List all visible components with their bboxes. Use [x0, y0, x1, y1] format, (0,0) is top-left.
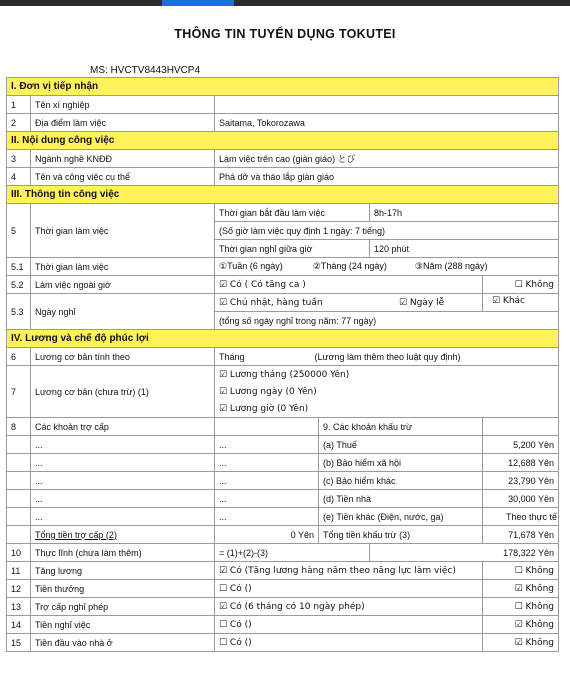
row-number: 10: [7, 544, 31, 562]
allowance-amount: ...: [215, 454, 319, 472]
table-row: [7, 562, 559, 580]
empty-cell: [215, 418, 319, 436]
deduction-name: (a) Thuế: [319, 436, 483, 454]
allowance-amount: ...: [215, 490, 319, 508]
workplace-value: Saitama, Tokorozawa: [215, 114, 559, 132]
row-label: Tăng lương: [31, 562, 215, 580]
section-row: [7, 186, 559, 204]
empty-cell: [483, 418, 559, 436]
row-number: 14: [7, 616, 31, 634]
row-number: 1: [7, 96, 31, 114]
month-option: ②Tháng (24 ngày): [312, 261, 387, 271]
table-row: [7, 294, 559, 312]
start-time-value: 8h-17h: [370, 204, 559, 222]
document-code: MS: HVCTV8443HVCP4: [90, 65, 201, 76]
severance-no-checkbox: ☑ Không: [483, 616, 559, 634]
empty-cell: [7, 436, 31, 454]
row-number: 15: [7, 634, 31, 652]
table-row: [7, 114, 559, 132]
table-row: [7, 96, 559, 114]
break-time-label: Thời gian nghỉ giữa giờ: [215, 240, 370, 258]
total-days-off: (tổng số ngày nghỉ trong năm: 77 ngày): [215, 312, 559, 330]
row-label: Địa điểm làm việc: [31, 114, 215, 132]
document-title: THÔNG TIN TUYỂN DỤNG TOKUTEI: [174, 27, 396, 41]
table-row: [7, 580, 559, 598]
housing-no-checkbox: ☑ Không: [483, 634, 559, 652]
raise-no-checkbox: ☐ Không: [483, 562, 559, 580]
daily-salary-checkbox: ☑ Lương ngày (0 Yên): [215, 383, 559, 400]
holiday-other-checkbox: ☑ Khác: [492, 296, 525, 306]
deduction-name: (d) Tiền nhà: [319, 490, 483, 508]
allowance-amount: ...: [215, 508, 319, 526]
row-label: Thực lĩnh (chưa làm thêm): [31, 544, 215, 562]
row-label: Ngành nghề KNĐĐ: [31, 150, 215, 168]
deduction-amount: Theo thực tế: [483, 508, 559, 526]
allowance-name: ...: [31, 490, 215, 508]
recruitment-table: [6, 77, 559, 652]
section-row: [7, 132, 559, 150]
start-time-label: Thời gian bắt đầu làm việc: [215, 204, 370, 222]
section-title-4: IV. Lương và chế độ phúc lợi: [7, 330, 559, 348]
section-title-1: I. Đơn vị tiếp nhận: [7, 78, 559, 96]
row-label: Các khoản trợ cấp: [31, 418, 215, 436]
total-deduction-label: Tổng tiền khấu trừ (3): [319, 526, 483, 544]
allowance-row: [7, 490, 559, 508]
deduction-name: (b) Bảo hiểm xã hội: [319, 454, 483, 472]
deduction-name: (e) Tiền khác (Điện, nước, ga): [319, 508, 483, 526]
empty-cell: [7, 490, 31, 508]
bonus-yes-checkbox: ☐ Có (): [215, 580, 483, 598]
total-deduction-value: 71,678 Yên: [483, 526, 559, 544]
allowance-row: [7, 454, 559, 472]
allowance-amount: ...: [215, 436, 319, 454]
row-number: 5: [7, 204, 31, 258]
empty-cell: [7, 526, 31, 544]
totals-row: [7, 526, 559, 544]
allowance-row: [7, 472, 559, 490]
table-row: [7, 348, 559, 366]
monthly-salary-checkbox: ☑ Lương tháng (250000 Yên): [215, 366, 559, 384]
section-row: [7, 78, 559, 96]
allowance-row: [7, 508, 559, 526]
holiday-sunday-checkbox: ☑ Chủ nhật, hàng tuần: [215, 294, 483, 312]
row-label: Lương cơ bản tính theo: [31, 348, 215, 366]
empty-cell: [7, 454, 31, 472]
raise-yes-checkbox: ☑ Có (Tăng lương hàng năm theo năng lực làm việc): [215, 562, 483, 580]
section-row: [7, 330, 559, 348]
empty-cell: [7, 472, 31, 490]
row-number: 5.2: [7, 276, 31, 294]
table-row: [7, 544, 559, 562]
allowance-row: [7, 436, 559, 454]
row-number: 6: [7, 348, 31, 366]
allowance-name: ...: [31, 508, 215, 526]
row-number: 12: [7, 580, 31, 598]
row-number: 5.1: [7, 258, 31, 276]
table-row: [7, 276, 559, 294]
table-row: [7, 598, 559, 616]
net-pay-formula: = (1)+(2)-(3): [215, 544, 370, 562]
deduction-amount: 30,000 Yên: [483, 490, 559, 508]
row-number: 7: [7, 366, 31, 418]
row-label: Làm việc ngoài giờ: [31, 276, 215, 294]
table-row: [7, 418, 559, 436]
industry-value: Làm việc trên cao (giàn giáo) とび: [215, 150, 559, 168]
deduction-name: (c) Bảo hiểm khác: [319, 472, 483, 490]
top-bar: [0, 0, 570, 6]
section-title-2: II. Nội dung công việc: [7, 132, 559, 150]
row-label: Thời gian làm việc: [31, 204, 215, 258]
housing-yes-checkbox: ☐ Có (): [215, 634, 483, 652]
overtime-law-note: (Lương làm thêm theo luật quy định): [314, 351, 461, 362]
row-number: 5.3: [7, 294, 31, 330]
allowance-name: ...: [31, 472, 215, 490]
deductions-header: 9. Các khoản khấu trừ: [319, 418, 483, 436]
deduction-amount: 5,200 Yên: [483, 436, 559, 454]
week-option: ①Tuần (6 ngày): [219, 261, 283, 271]
row-label: Tên và công việc cụ thể: [31, 168, 215, 186]
deduction-amount: 23,790 Yên: [483, 472, 559, 490]
row-label: Tiền đầu vào nhà ở: [31, 634, 215, 652]
overtime-no-checkbox: ☐ Không: [483, 276, 559, 294]
bonus-no-checkbox: ☑ Không: [483, 580, 559, 598]
total-allowance-label: Tổng tiền trợ cấp (2): [31, 526, 215, 544]
row-label: Tiền thưởng: [31, 580, 215, 598]
table-row: [7, 258, 559, 276]
table-row: [7, 150, 559, 168]
break-time-value: 120 phút: [370, 240, 559, 258]
company-name-value: [215, 96, 559, 114]
row-number: 8: [7, 418, 31, 436]
salary-basis-value: Tháng: [219, 351, 245, 362]
deduction-amount: 12,688 Yên: [483, 454, 559, 472]
table-row: [7, 168, 559, 186]
overtime-yes-checkbox: ☑ Có ( Có tăng ca ): [215, 276, 483, 294]
table-row: [7, 634, 559, 652]
allowance-amount: ...: [215, 472, 319, 490]
table-row: [7, 366, 559, 384]
salary-basis: [215, 348, 559, 366]
total-allowance-value: 0 Yên: [215, 526, 319, 544]
work-period-options: [215, 258, 559, 276]
empty-cell: [7, 508, 31, 526]
row-number: 13: [7, 598, 31, 616]
table-row: [7, 616, 559, 634]
section-title-3: III. Thông tin công việc: [7, 186, 559, 204]
row-label: Tên xí nghiệp: [31, 96, 215, 114]
row-label: Ngày nghỉ: [31, 294, 215, 330]
row-number: 3: [7, 150, 31, 168]
allowance-name: ...: [31, 454, 215, 472]
holiday-checkbox: ☑ Ngày lễ: [399, 297, 445, 308]
row-label: Thời gian làm việc: [31, 258, 215, 276]
row-number: 4: [7, 168, 31, 186]
row-number: 11: [7, 562, 31, 580]
row-label: Trợ cấp nghỉ phép: [31, 598, 215, 616]
job-detail-value: Phá dỡ và tháo lắp giàn giáo: [215, 168, 559, 186]
row-label: Lương cơ bản (chưa trừ) (1): [31, 366, 215, 418]
top-bar-accent: [162, 0, 234, 6]
row-label: Tiền nghỉ việc: [31, 616, 215, 634]
net-pay-value: 178,322 Yên: [370, 544, 559, 562]
leave-yes-checkbox: ☑ Có (6 tháng có 10 ngày phép): [215, 598, 483, 616]
table-row: [7, 204, 559, 222]
row-number: 2: [7, 114, 31, 132]
leave-no-checkbox: ☐ Không: [483, 598, 559, 616]
severance-yes-checkbox: ☐ Có (): [215, 616, 483, 634]
year-option: ③Năm (288 ngày): [414, 261, 488, 271]
daily-hours-note: (Số giờ làm việc quy định 1 ngày: 7 tiếng): [215, 222, 559, 240]
hourly-salary-checkbox: ☑ Lương giờ (0 Yên): [215, 400, 559, 418]
allowance-name: ...: [31, 436, 215, 454]
